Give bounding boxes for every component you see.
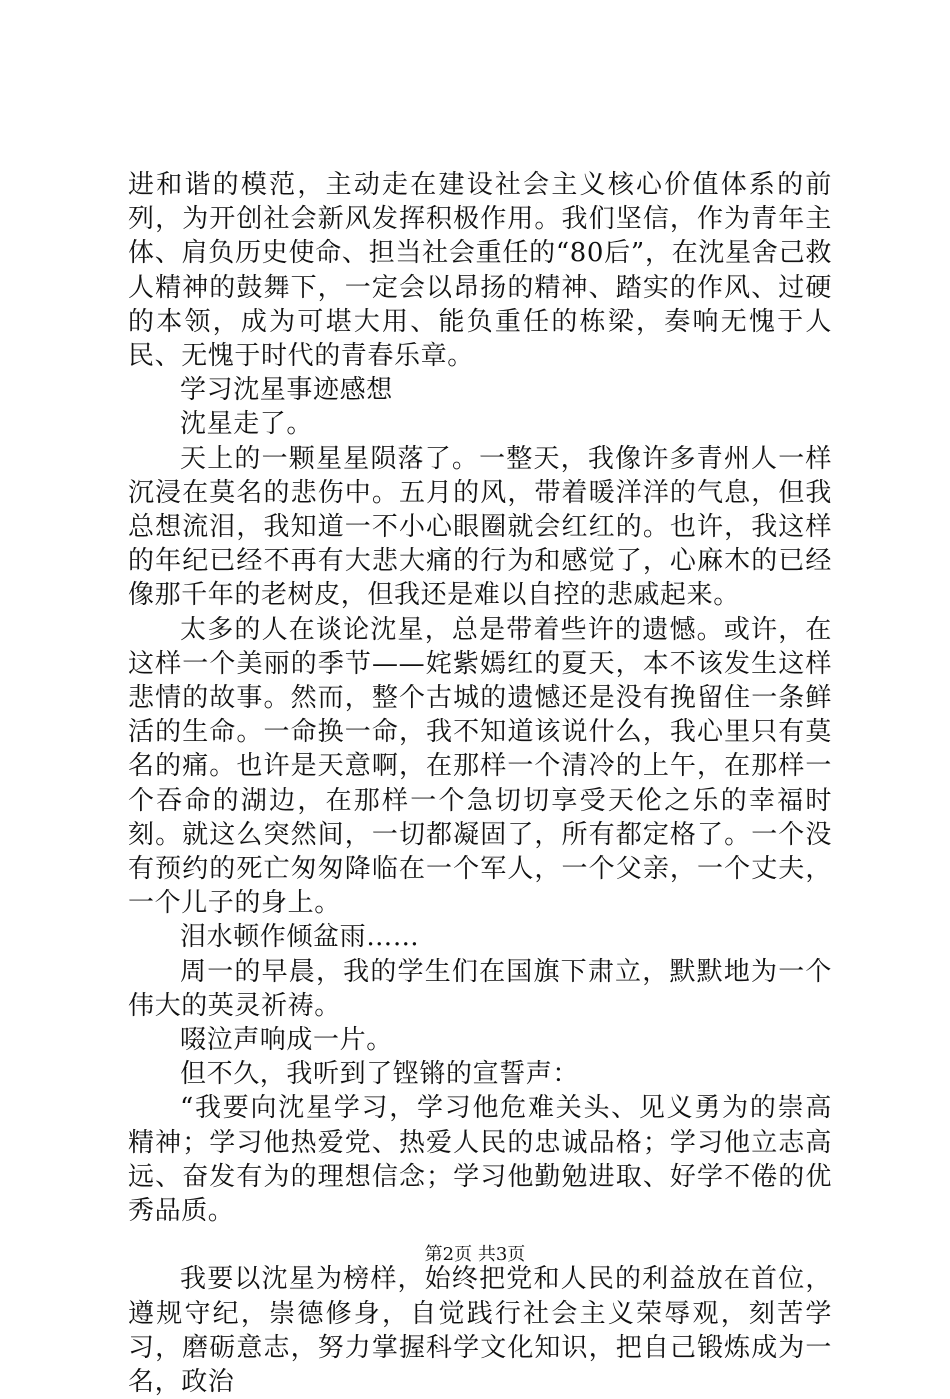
page-footer: 第2页 共3页 bbox=[424, 1244, 526, 1265]
paragraph: 周一的早晨，我的学生们在国旗下肃立，默默地为一个伟大的英灵祈祷。 bbox=[128, 956, 832, 1021]
paragraph: 天上的一颗星星陨落了。一整天，我像许多青州人一样沉浸在莫名的悲伤中。五月的风，带着暖洋洋的气息，但我总想流泪，我知道一不小心眼圈就会红红的。也许，我这样的年纪已经不再有大悲大痛的行为和感觉了，心麻木的已经像那千年的老树皮，但我还是难以自控的悲戚起来。 bbox=[128, 443, 832, 611]
paragraph: 太多的人在谈论沈星，总是带着些许的遗憾。或许，在这样一个美丽的季节——姹紫嫣红的夏天，本不该发生这样悲情的故事。然而，整个古城的遗憾还是没有挽留住一条鲜活的生命。一命换一命，我不知道该说什么，我心里只有莫名的痛。也许是天意啊，在那样一个清冷的上午，在那样一个吞命的湖边，在那样一个急切切享受天伦之乐的幸福时刻。就这么突然间，一切都凝固了，所有都定格了。一个没有预约的死亡匆匆降临在一个军人，一个父亲，一个丈夫，一个儿子的身上。 bbox=[128, 614, 832, 919]
paragraph: 沈星走了。 bbox=[180, 409, 314, 440]
paragraph: 啜泣声响成一片。 bbox=[180, 1025, 393, 1056]
paragraph-quote: “我要向沈星学习，学习他危难关头、见义勇为的崇高精神；学习他热爱党、热爱人民的忠诚品格；学习他立志高远、奋发有为的理想信念；学习他勤勉进取、好学不倦的优秀品质。 bbox=[128, 1093, 832, 1227]
paragraph-continuation: 进和谐的模范，主动走在建设社会主义核心价值体系的前列，为开创社会新风发挥积极作用。我们坚信，作为青年主体、肩负历史使命、担当社会重任的“80后”，在沈星舍己救人精神的鼓舞下，一定会以昂扬的精神、踏实的作风、过硬的本领，成为可堪大用、能负重任的栋梁，奏响无愧于人民、无愧于时代的青春乐章。 bbox=[128, 170, 832, 372]
paragraph: 我要以沈星为榜样，始终把党和人民的利益放在首位，遵规守纪，崇德修身，自觉践行社会主义荣辱观，刻苦学习，磨砺意志，努力掌握科学文化知识，把自己锻炼成为一名，政治 bbox=[128, 1264, 832, 1397]
paragraph: 但不久，我听到了铿锵的宣誓声： bbox=[180, 1059, 580, 1090]
paragraph: 泪水顿作倾盆雨…… bbox=[180, 922, 420, 953]
document-body bbox=[128, 168, 832, 1399]
section-title: 学习沈星事迹感想 bbox=[180, 375, 393, 406]
